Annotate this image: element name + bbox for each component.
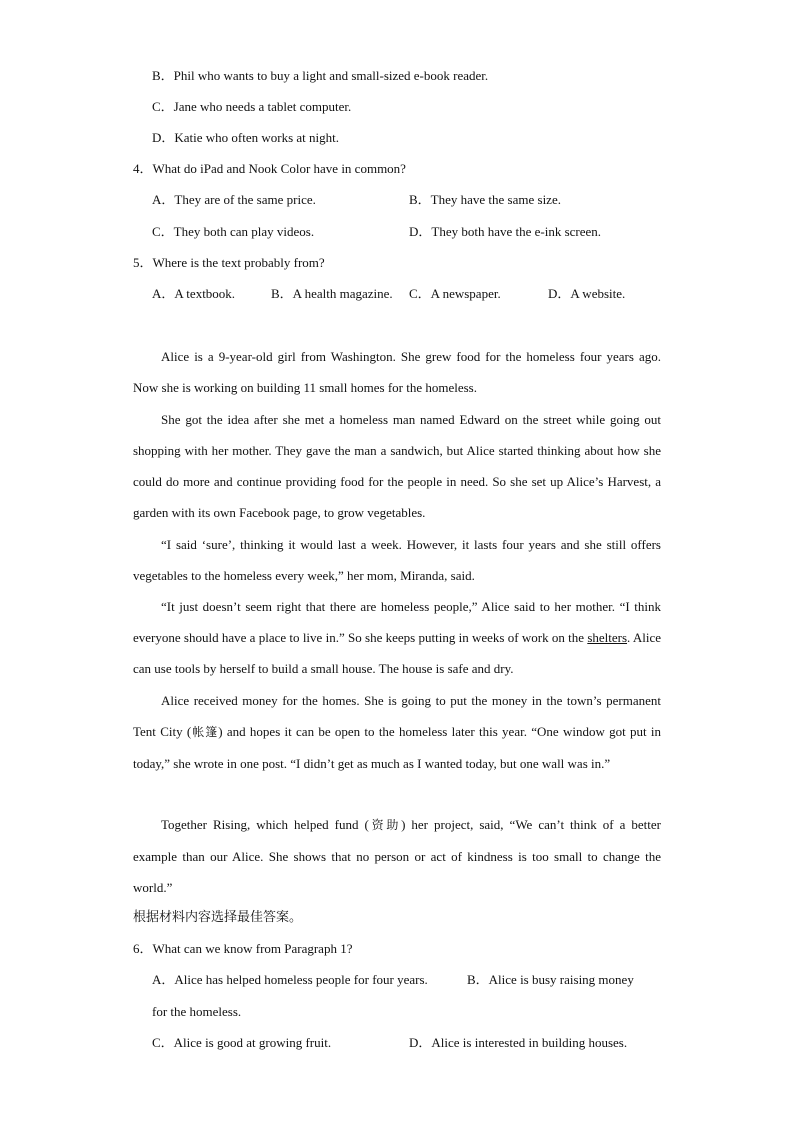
q6-option-c: C．Alice is good at growing fruit. — [152, 1035, 332, 1050]
q5-option-d: D．A website. — [548, 286, 626, 301]
passage-paragraph-3: “I said ‘sure’, thinking it would last a week. However, it lasts four years and she still offers vegetables to the homeless every week,” her mom, Miranda, said. — [133, 537, 661, 584]
p5-text-a: Alice received money for the homes. She is going to put the money in the town’s permanent Tent City ( — [133, 693, 661, 740]
q6-option-a: A．Alice has helped homeless people for four years. — [152, 972, 428, 987]
q3-option-d: D．Katie who often works at night. — [152, 130, 340, 145]
p4-text-b: . Alice can use tools by herself to build a small house. The house is safe and dry. — [133, 630, 661, 677]
passage-paragraph-4 — [133, 591, 661, 684]
q6-option-b: B．Alice is busy raising money — [467, 972, 634, 987]
passage-paragraph-5 — [133, 685, 661, 779]
passage-paragraph-6 — [133, 809, 661, 903]
q6-option-b-cont: for the homeless. — [152, 1004, 242, 1019]
q4-option-a: A．They are of the same price. — [152, 192, 316, 207]
q6-question: 6．What can we know from Paragraph 1? — [133, 941, 353, 956]
passage-paragraph-2: She got the idea after she met a homeless man named Edward on the street while going out shopping with her mother. They gave the man a sandwich, but Alice started thinking about how she could do more and continue providing food for the people in need. So she set up Alice’s Harvest, a garden with its own Facebook page, to grow vegetables. — [133, 412, 661, 521]
q6-option-d: D．Alice is interested in building houses. — [409, 1035, 628, 1050]
p6-text-a: Together Rising, which helped fund ( — [161, 817, 369, 832]
q4-option-c: C．They both can play videos. — [152, 224, 315, 239]
passage-paragraph-1: Alice is a 9-year-old girl from Washington. She grew food for the homeless four years ago. Now she is working on building 11 small homes for the homeless. — [133, 349, 661, 396]
underlined-word-shelters: shelters — [587, 630, 628, 646]
q5-option-b: B．A health magazine. — [271, 286, 393, 301]
q3-option-b: B．Phil who wants to buy a light and small-sized e-book reader. — [152, 68, 489, 83]
q5-option-c: C．A newspaper. — [409, 286, 501, 301]
q4-option-b: B．They have the same size. — [409, 192, 561, 207]
instruction: 根据材料内容选择最佳答案。 — [133, 910, 303, 925]
q4-option-d: D．They both have the e-ink screen. — [409, 224, 602, 239]
p4-text-a: “It just doesn’t seem right that there are homeless people,” Alice said to her mother. “I think everyone should have a place to live in.” So she keeps putting in weeks of work on the — [133, 599, 661, 646]
gloss-fund: 资助 — [368, 818, 402, 832]
p6-text-b: ) her project, said, “We can’t think of a better example than our Alice. She shows that no person or act of kindness is too small to change the world.” — [133, 817, 661, 896]
q3-option-c: C．Jane who needs a tablet computer. — [152, 99, 352, 114]
p5-text-b: ) and hopes it can be open to the homeless later this year. “One window got put in today,” she wrote in one post. “I didn’t get as much as I wanted today, but one wall was in.” — [133, 724, 661, 772]
q5-option-a: A．A textbook. — [152, 286, 236, 301]
q4-question: 4．What do iPad and Nook Color have in common? — [133, 161, 406, 176]
q5-question: 5．Where is the text probably from? — [133, 255, 325, 270]
gloss-tent: 帐篷 — [191, 725, 219, 740]
